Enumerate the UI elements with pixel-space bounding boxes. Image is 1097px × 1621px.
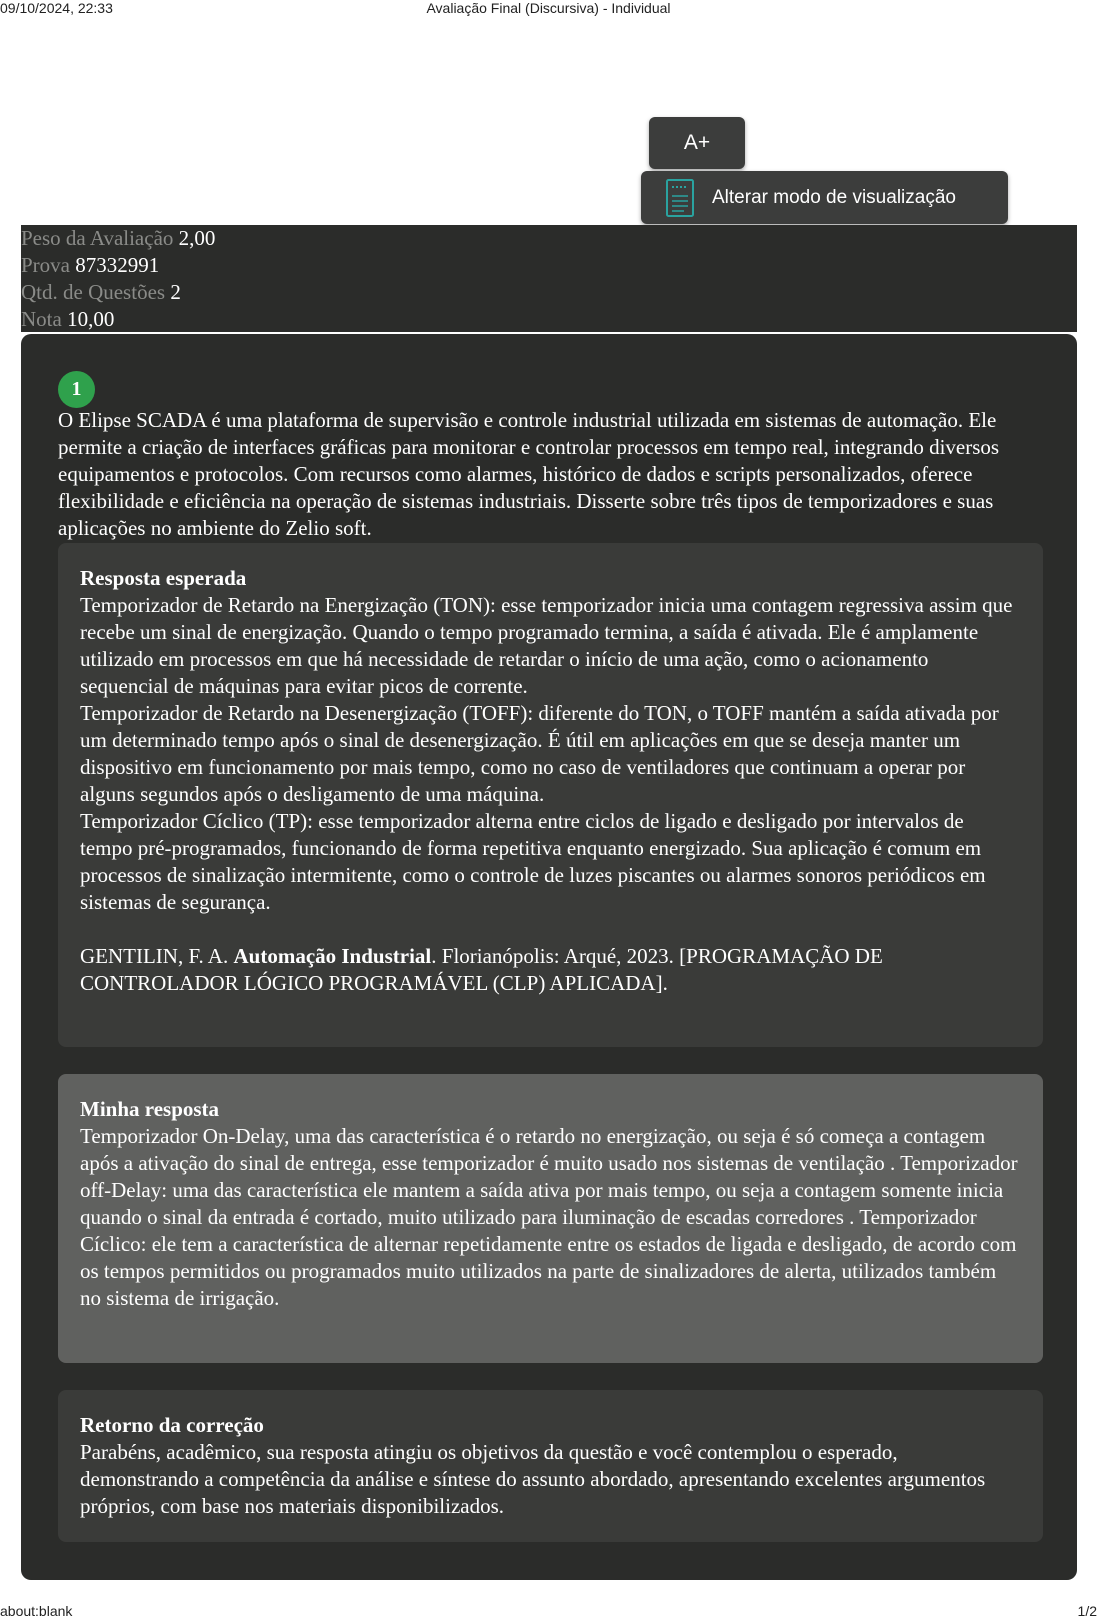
- info-nota-label: Nota: [21, 307, 62, 331]
- view-mode-label: Alterar modo de visualização: [712, 186, 956, 208]
- info-prova-label: Prova: [21, 253, 70, 277]
- print-datetime: 09/10/2024, 22:33: [0, 0, 113, 16]
- info-peso-label: Peso da Avaliação: [21, 226, 174, 250]
- info-nota: [21, 306, 1077, 333]
- info-peso: [21, 225, 1077, 252]
- info-nota-value: 10,00: [67, 307, 115, 331]
- print-footer: [0, 1603, 1097, 1621]
- print-header: [0, 0, 1097, 18]
- expected-answer-paragraph-toff: Temporizador de Retardo na Desenergização (TOFF): diferente do TON, o TOFF mantém a saída ativada por um determinado tempo após o sinal de desenergização. É útil em aplicações em que se deseja manter um dispositivo em funcionamento por mais tempo, como no caso de ventiladores que continuam a operar por alguns segundos após o desligamento de uma máquina.: [80, 701, 999, 806]
- reference-title: Automação Industrial: [233, 944, 432, 968]
- view-mode-button[interactable]: [641, 171, 1008, 224]
- exam-info: [21, 225, 1077, 332]
- feedback-panel: [58, 1390, 1043, 1542]
- question-text: O Elipse SCADA é uma plataforma de supervisão e controle industrial utilizada em sistemas de automação. Ele permite a criação de interfaces gráficas para monitorar e controlar processos em tempo real, integrando diversos equipamentos e protocolos. Com recursos como alarmes, histórico de dados e scripts personalizados, oferece flexibilidade e eficiência na operação de sistemas industriais. Disserte sobre três tipos de temporizadores e suas aplicações no ambiente do Zelio soft.: [58, 408, 1000, 540]
- expected-answer-panel: [58, 543, 1043, 1047]
- my-answer-text: Temporizador On-Delay, uma das característica é o retardo no energização, ou seja é só começa a contagem após a ativação do sinal de entrega, esse temporizador é muito usado nos sistemas de ventilação . Temporizador off-Delay: uma das característica ele mantem a saída ativa por mais tempo, ou seja a contagem somente inicia quando o sinal da entrada é cortado, muito utilizado para iluminação de escadas corredores . Temporizador Cíclico: ele tem a característica de alternar repetidamente entre os estados de ligada e desligado, de acordo com os tempos permitidos ou programados muito utilizados na parte de sinalizadores de alerta, utilizados também no sistema de irrigação.: [80, 1124, 1018, 1310]
- expected-answer-title: Resposta esperada: [80, 566, 247, 590]
- info-prova-value: 87332991: [75, 253, 160, 277]
- reference-details: . Florianópolis: Arqué, 2023. [PROGRAMAÇÃO DE CONTROLADOR LÓGICO PROGRAMÁVEL (CLP) APLICADA].: [80, 944, 883, 995]
- expected-answer-reference: [80, 943, 1021, 997]
- my-answer-panel: [58, 1074, 1043, 1363]
- reference-author: GENTILIN, F. A.: [80, 944, 234, 968]
- info-qtd: [21, 279, 1077, 306]
- font-increase-button[interactable]: A+: [649, 117, 745, 169]
- expected-answer-paragraph-tp: Temporizador Cíclico (TP): esse temporizador alterna entre ciclos de ligado e desligado por intervalos de tempo pré-programados, funcionando de forma repetitiva enquanto energizado. Sua aplicação é comum em processos de sinalização intermitente, como o controle de luzes piscantes ou alarmes sonoros periódicos em sistemas de segurança.: [80, 809, 986, 914]
- feedback-title: Retorno da correção: [80, 1413, 264, 1437]
- my-answer-title: Minha resposta: [80, 1097, 220, 1121]
- question-card: [21, 334, 1077, 1580]
- info-prova: [21, 252, 1077, 279]
- expected-answer-paragraph-ton: Temporizador de Retardo na Energização (TON): esse temporizador inicia uma contagem regressiva assim que recebe um sinal de energização. Quando o tempo programado termina, a saída é ativada. Ele é amplamente utilizado em processos em que há necessidade de retardar o início de uma ação, como o acionamento sequencial de máquinas para evitar picos de corrente.: [80, 593, 1013, 698]
- info-peso-value: 2,00: [178, 226, 216, 250]
- print-url: about:blank: [0, 1603, 73, 1619]
- feedback-text: Parabéns, acadêmico, sua resposta atingiu os objetivos da questão e você contemplou o esperado, demonstrando a competência da análise e síntese do assunto abordado, apresentando excelentes argumentos próprios, com base nos materiais disponibilizados.: [80, 1440, 986, 1518]
- print-page-title: Avaliação Final (Discursiva) - Individual: [426, 0, 671, 16]
- print-page-number: 1/2: [1077, 1603, 1097, 1619]
- question-number-badge: 1: [58, 371, 95, 408]
- info-qtd-value: 2: [170, 280, 181, 304]
- document-view-icon: [666, 179, 694, 217]
- info-qtd-label: Qtd. de Questões: [21, 280, 166, 304]
